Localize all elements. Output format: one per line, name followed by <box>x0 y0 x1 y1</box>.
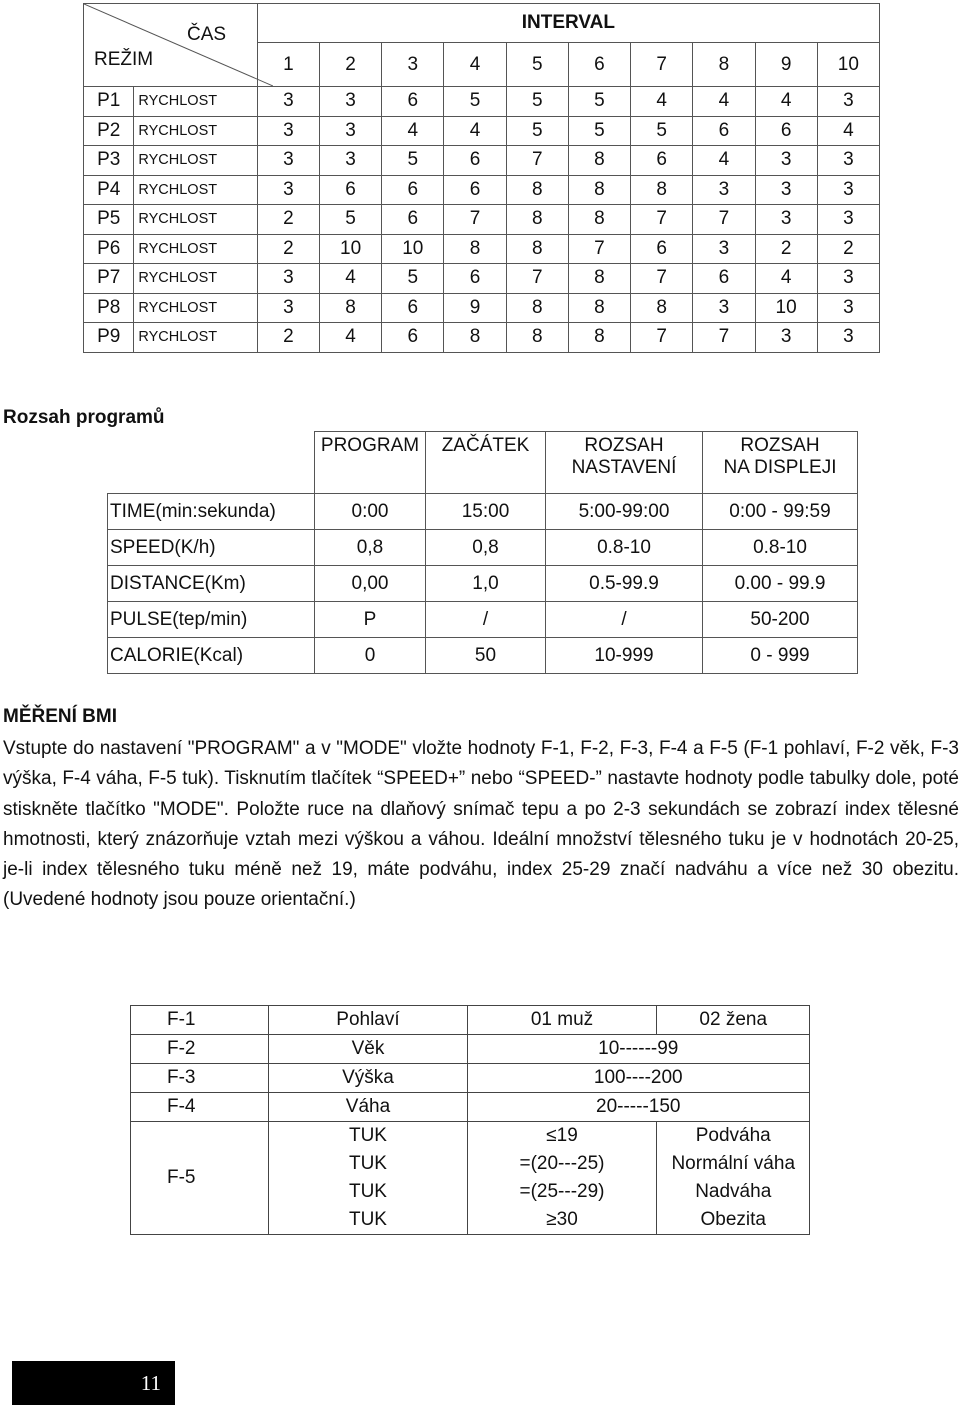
interval-value-cell: 6 <box>382 87 444 117</box>
interval-value-cell: 8 <box>506 175 568 205</box>
interval-value-cell: 4 <box>693 87 755 117</box>
cas-label: ČAS <box>187 24 227 45</box>
table-row <box>84 234 880 264</box>
f1-option-b: 02 žena <box>657 1006 810 1035</box>
table-row <box>131 1064 810 1093</box>
table-row <box>84 323 880 353</box>
interval-value-cell: 3 <box>755 175 817 205</box>
header-display-range-label: ROZSAH NA DISPLEJI <box>723 435 837 478</box>
interval-value-cell: 7 <box>693 323 755 353</box>
interval-value-cell: 3 <box>319 116 381 146</box>
interval-value-cell: 6 <box>382 205 444 235</box>
table-row <box>131 1093 810 1122</box>
interval-value-cell: 8 <box>444 323 506 353</box>
program-cell: P5 <box>84 205 134 235</box>
interval-value-cell: 6 <box>382 175 444 205</box>
range-start-cell: / <box>426 602 546 638</box>
table-row <box>84 264 880 294</box>
range-start-cell: 0,8 <box>426 530 546 566</box>
range-display-cell: 0 - 999 <box>703 638 858 674</box>
interval-value-cell: 3 <box>257 146 319 176</box>
range-display-cell: 0.00 - 99.9 <box>703 566 858 602</box>
interval-value-cell: 3 <box>817 264 879 294</box>
table-row <box>84 87 880 117</box>
interval-number: 10 <box>817 43 879 87</box>
range-table <box>107 431 858 674</box>
interval-value-cell: 4 <box>382 116 444 146</box>
interval-value-cell: 3 <box>257 293 319 323</box>
interval-value-cell: 4 <box>444 116 506 146</box>
table-row <box>84 146 880 176</box>
interval-value-cell: 6 <box>755 116 817 146</box>
interval-value-cell: 4 <box>319 264 381 294</box>
range-corner-cell <box>108 432 315 494</box>
mode-cell: RYCHLOST <box>134 323 257 353</box>
program-cell: P4 <box>84 175 134 205</box>
interval-value-cell: 3 <box>257 264 319 294</box>
interval-value-cell: 8 <box>319 293 381 323</box>
interval-value-cell: 7 <box>506 264 568 294</box>
interval-value-cell: 10 <box>382 234 444 264</box>
f2-range: 10------99 <box>467 1035 809 1064</box>
interval-value-cell: 3 <box>257 116 319 146</box>
interval-value-cell: 3 <box>257 87 319 117</box>
range-start-cell: 1,0 <box>426 566 546 602</box>
mode-cell: RYCHLOST <box>134 116 257 146</box>
f3-code: F-3 <box>131 1064 269 1093</box>
interval-value-cell: 3 <box>693 234 755 264</box>
f1-code: F-1 <box>131 1006 269 1035</box>
interval-value-cell: 3 <box>257 175 319 205</box>
range-start-cell: 50 <box>426 638 546 674</box>
table-row <box>84 293 880 323</box>
interval-value-cell: 3 <box>817 146 879 176</box>
program-cell: P7 <box>84 264 134 294</box>
interval-value-cell: 3 <box>817 175 879 205</box>
interval-table <box>83 3 880 353</box>
interval-value-cell: 2 <box>755 234 817 264</box>
program-cell: P9 <box>84 323 134 353</box>
interval-value-cell: 7 <box>631 205 693 235</box>
interval-value-cell: 4 <box>755 87 817 117</box>
interval-value-cell: 8 <box>506 234 568 264</box>
f5-name: TUK <box>269 1122 467 1151</box>
interval-value-cell: 6 <box>382 323 444 353</box>
range-set-cell: 0.8-10 <box>546 530 703 566</box>
range-set-cell: 5:00-99:00 <box>546 494 703 530</box>
mode-cell: RYCHLOST <box>134 87 257 117</box>
interval-value-cell: 6 <box>319 175 381 205</box>
interval-value-cell: 4 <box>631 87 693 117</box>
interval-number: 2 <box>319 43 381 87</box>
range-set-cell: 10-999 <box>546 638 703 674</box>
interval-number: 7 <box>631 43 693 87</box>
page-number-box <box>12 1361 175 1405</box>
f5-result: Nadváha <box>657 1178 810 1206</box>
header-program <box>315 432 426 494</box>
interval-title: INTERVAL <box>257 4 879 43</box>
table-row <box>108 638 858 674</box>
table-row <box>131 1122 810 1151</box>
interval-value-cell: 5 <box>319 205 381 235</box>
range-row-label: DISTANCE(Km) <box>108 566 315 602</box>
f4-code: F-4 <box>131 1093 269 1122</box>
table-row <box>131 1006 810 1035</box>
header-program-label: PROGRAM <box>320 435 420 456</box>
range-display-cell: 0.8-10 <box>703 530 858 566</box>
range-display-cell: 0:00 - 99:59 <box>703 494 858 530</box>
interval-value-cell: 5 <box>568 87 630 117</box>
mode-cell: RYCHLOST <box>134 205 257 235</box>
bmi-heading: MĚŘENÍ BMI <box>3 706 117 727</box>
interval-value-cell: 8 <box>568 293 630 323</box>
interval-value-cell: 6 <box>444 175 506 205</box>
interval-value-cell: 6 <box>631 146 693 176</box>
interval-value-cell: 3 <box>755 323 817 353</box>
table-row <box>108 602 858 638</box>
interval-value-cell: 4 <box>319 323 381 353</box>
range-row-label: TIME(min:sekunda) <box>108 494 315 530</box>
interval-value-cell: 8 <box>444 234 506 264</box>
mode-cell: RYCHLOST <box>134 146 257 176</box>
f5-result: Podváha <box>657 1122 810 1151</box>
mode-cell: RYCHLOST <box>134 264 257 294</box>
program-cell: P8 <box>84 293 134 323</box>
interval-value-cell: 6 <box>382 293 444 323</box>
interval-value-cell: 5 <box>506 116 568 146</box>
interval-value-cell: 7 <box>631 264 693 294</box>
interval-value-cell: 3 <box>693 175 755 205</box>
interval-value-cell: 3 <box>755 146 817 176</box>
interval-value-cell: 8 <box>568 323 630 353</box>
interval-value-cell: 3 <box>319 87 381 117</box>
f3-range: 100----200 <box>467 1064 809 1093</box>
range-program-cell: 0,00 <box>315 566 426 602</box>
f5-range: ≤19 <box>467 1122 657 1151</box>
range-program-cell: 0:00 <box>315 494 426 530</box>
table-row <box>84 175 880 205</box>
f5-range: =(25---29) <box>467 1178 657 1206</box>
interval-value-cell: 5 <box>506 87 568 117</box>
interval-value-cell: 2 <box>817 234 879 264</box>
interval-value-cell: 3 <box>817 323 879 353</box>
table-row <box>84 116 880 146</box>
page-number: 11 <box>140 1371 161 1395</box>
f3-name: Výška <box>269 1064 467 1093</box>
interval-value-cell: 6 <box>444 264 506 294</box>
f1-option-a: 01 muž <box>467 1006 657 1035</box>
interval-value-cell: 3 <box>817 205 879 235</box>
program-cell: P2 <box>84 116 134 146</box>
mode-cell: RYCHLOST <box>134 175 257 205</box>
table-row <box>131 1035 810 1064</box>
f5-name: TUK <box>269 1178 467 1206</box>
f2-code: F-2 <box>131 1035 269 1064</box>
f5-name: TUK <box>269 1206 467 1235</box>
mode-cell: RYCHLOST <box>134 234 257 264</box>
f5-range: =(20---25) <box>467 1150 657 1178</box>
header-start-label: ZAČÁTEK <box>441 435 530 456</box>
interval-value-cell: 6 <box>693 264 755 294</box>
interval-value-cell: 4 <box>693 146 755 176</box>
interval-value-cell: 8 <box>568 264 630 294</box>
range-set-cell: / <box>546 602 703 638</box>
range-program-cell: 0 <box>315 638 426 674</box>
f2-name: Věk <box>269 1035 467 1064</box>
f5-result: Normální váha <box>657 1150 810 1178</box>
interval-number: 1 <box>257 43 319 87</box>
interval-value-cell: 10 <box>319 234 381 264</box>
range-start-cell: 15:00 <box>426 494 546 530</box>
interval-value-cell: 8 <box>506 205 568 235</box>
interval-value-cell: 4 <box>817 116 879 146</box>
interval-value-cell: 6 <box>631 234 693 264</box>
mode-cell: RYCHLOST <box>134 293 257 323</box>
interval-value-cell: 2 <box>257 323 319 353</box>
interval-number: 6 <box>568 43 630 87</box>
interval-value-cell: 5 <box>382 264 444 294</box>
interval-value-cell: 7 <box>693 205 755 235</box>
interval-value-cell: 5 <box>568 116 630 146</box>
interval-value-cell: 2 <box>257 205 319 235</box>
interval-value-cell: 6 <box>693 116 755 146</box>
interval-value-cell: 6 <box>444 146 506 176</box>
program-cell: P1 <box>84 87 134 117</box>
range-set-cell: 0.5-99.9 <box>546 566 703 602</box>
interval-value-cell: 8 <box>506 293 568 323</box>
interval-value-cell: 5 <box>444 87 506 117</box>
interval-number: 8 <box>693 43 755 87</box>
corner-header-cell <box>84 4 258 87</box>
interval-value-cell: 9 <box>444 293 506 323</box>
interval-value-cell: 8 <box>568 205 630 235</box>
range-display-cell: 50-200 <box>703 602 858 638</box>
interval-value-cell: 7 <box>568 234 630 264</box>
range-heading: Rozsah programů <box>3 407 165 428</box>
f4-range: 20-----150 <box>467 1093 809 1122</box>
table-row <box>84 205 880 235</box>
interval-value-cell: 3 <box>693 293 755 323</box>
interval-value-cell: 4 <box>755 264 817 294</box>
interval-value-cell: 3 <box>755 205 817 235</box>
interval-number: 9 <box>755 43 817 87</box>
interval-number: 5 <box>506 43 568 87</box>
interval-value-cell: 7 <box>506 146 568 176</box>
interval-number: 3 <box>382 43 444 87</box>
bmi-table <box>130 1005 810 1235</box>
interval-value-cell: 8 <box>568 175 630 205</box>
header-set-range-label: ROZSAH NASTAVENÍ <box>571 435 677 478</box>
interval-value-cell: 8 <box>631 293 693 323</box>
interval-value-cell: 10 <box>755 293 817 323</box>
interval-value-cell: 8 <box>506 323 568 353</box>
interval-value-cell: 7 <box>631 323 693 353</box>
interval-value-cell: 8 <box>568 146 630 176</box>
range-program-cell: P <box>315 602 426 638</box>
range-row-label: SPEED(K/h) <box>108 530 315 566</box>
rezim-label: REŽIM <box>94 49 154 70</box>
interval-value-cell: 7 <box>444 205 506 235</box>
range-program-cell: 0,8 <box>315 530 426 566</box>
header-set-range <box>546 432 703 494</box>
program-cell: P3 <box>84 146 134 176</box>
bmi-paragraph: Vstupte do nastavení "PROGRAM" a v "MODE" vložte hodnoty F-1, F-2, F-3, F-4 a F-5 (F-1 pohlaví, F-2 věk, F-3 výška, F-4 váha, F-5 tuk). Tisknutím tlačítek “SPEED+” nebo “SPEED-” nastavte hodnoty podle tabulky dole, poté stiskněte tlačítko "MODE". Položte ruce na dlaňový snímač tepu a po 2-3 sekundách se zobrazí index tělesné hmotnosti, který znázorňuje vztah mezi výškou a váhou. Ideální množství tělesného tuku je v hodnotách 20-25, je-li index tělesného tuku méně než 19, máte podváhu, index 25-29 značí nadváhu a více než 30 obezitu. (Uvedené hodnoty jsou pouze orientační.) <box>3 738 959 911</box>
interval-value-cell: 8 <box>631 175 693 205</box>
interval-number: 4 <box>444 43 506 87</box>
header-start <box>426 432 546 494</box>
table-row <box>108 530 858 566</box>
f5-code: F-5 <box>131 1122 269 1235</box>
f4-name: Váha <box>269 1093 467 1122</box>
f5-result: Obezita <box>657 1206 810 1235</box>
table-row <box>108 566 858 602</box>
f5-name: TUK <box>269 1150 467 1178</box>
interval-value-cell: 2 <box>257 234 319 264</box>
range-row-label: PULSE(tep/min) <box>108 602 315 638</box>
interval-value-cell: 5 <box>382 146 444 176</box>
header-display-range <box>703 432 858 494</box>
diagonal-divider <box>84 4 273 86</box>
f5-range: ≥30 <box>467 1206 657 1235</box>
f1-name: Pohlaví <box>269 1006 467 1035</box>
program-cell: P6 <box>84 234 134 264</box>
interval-value-cell: 3 <box>817 293 879 323</box>
interval-value-cell: 3 <box>319 146 381 176</box>
interval-value-cell: 3 <box>817 87 879 117</box>
interval-value-cell: 5 <box>631 116 693 146</box>
range-row-label: CALORIE(Kcal) <box>108 638 315 674</box>
table-row <box>108 494 858 530</box>
